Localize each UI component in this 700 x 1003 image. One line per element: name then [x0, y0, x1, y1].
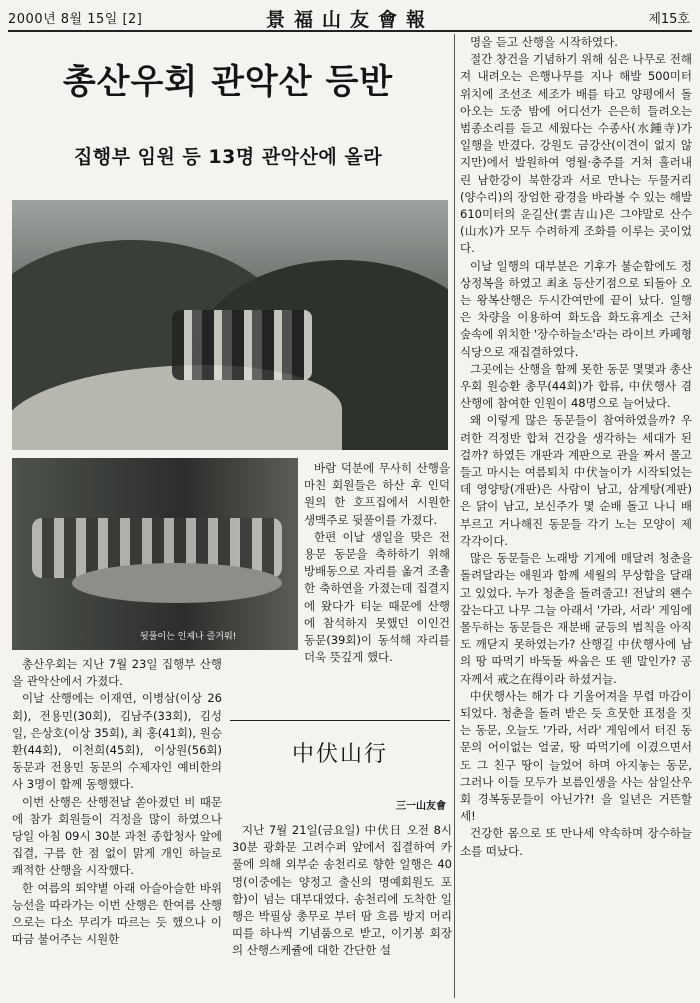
article-headline: 총산우회 관악산 등반	[62, 62, 394, 102]
paragraph: 총산우회는 지난 7월 23일 집행부 산행을 관악산에서 가졌다.	[12, 657, 222, 689]
article-column-left	[12, 656, 222, 948]
headline-block	[8, 34, 448, 194]
hikers-group	[172, 310, 312, 380]
newspaper-header	[8, 4, 692, 32]
article-column-right	[460, 34, 692, 860]
paragraph: 왜 이렇게 많은 동문들이 참여하였을까? 우려한 걱정반 합쳐 건강을 생각하는 세대가 된걸까? 하였든 개판과 계판으로 관을 짜서 몰고 들고 마시는 여름퇴치 中伏놀이가 시작되었는데 영양탕(개판)은 사람이 남고, 삼계탕(계판)은 닭이 남고, 보신주가 몇 순배 돌고 나니 배부르고 거나해진 동문들 각기 노는 모양이 제각각이다.	[460, 413, 692, 548]
newspaper-name: 景福山友會報	[265, 9, 434, 31]
section-article-body	[232, 822, 452, 960]
photo-caption: 뒷풀이는 인제나 즐거워!	[140, 632, 237, 642]
paragraph: 바람 덕분에 무사히 산행을 마친 회원들은 하산 후 인덕원의 한 호프집에서 시원한 생맥주로 뒷풀이를 가졌다.	[304, 461, 450, 527]
issue-number: 제15호	[648, 12, 690, 27]
paragraph: 이번 산행은 산행전날 쏟아졌던 비 때문에 참가 회원들이 걱정을 많이 하였으나 당일 아침 09시 30분 과천 종합청사 앞에 집결, 구름 한 점 없이 맑게 개인 하늘로 쾌적한 산행을 시작했다.	[12, 794, 222, 878]
section-box	[230, 720, 450, 811]
paragraph: 이날 산행에는 이재연, 이병삼(이상 26회), 전용민(30회), 김남주(33회), 김성일, 은상호(이상 35회), 최 홍(41회), 원승환(44회), 이천희(45회), 이상원(56회) 동문과 전용민 동문의 수제자인 예비한의사 3명이 함께 동행했다.	[12, 691, 222, 792]
paragraph: 명을 듣고 산행을 시작하였다.	[470, 35, 618, 49]
section-title: 中伏山行	[291, 742, 388, 767]
paragraph: 건강한 몸으로 또 만나세 약속하며 장수하늘소를 떠났다.	[460, 826, 692, 858]
issue-date: 2000년 8월 15일 [2]	[8, 12, 143, 27]
column-divider	[454, 34, 455, 998]
paragraph: 이날 일행의 대부분은 기후가 불순함에도 정상정복을 하였고 최초 등산기점으로 되돌아 오는 왕복산행은 두시간여만에 끝이 났다. 일행은 차량을 이용하여 화도읍 화도휴게소 근처 숲속에 위치한 '장수하늘소'라는 라이브 카페형 식당으로 재집결하였다.	[460, 258, 693, 359]
paragraph: 절간 창건을 기념하기 위해 심은 나무로 전해져 내려오는 은행나무를 지나 해발 500미터 위치에 조선조 세조가 배를 타고 양평에서 돌아오는 도중 밤에 어디선가 은은히 들려오는 범종소리를 듣고 세웠다는 수종사(水鍾寺)가 일행을 반겼다. 강원도 금강산(이견이 없지 않지만)에서 발원하여 영월·충주를 거쳐 흘러내린 남한강이 북한강과 서로 만나는 두물거리(양수리)의 장엄한 광경을 바라볼 수 있는 해발 610미터의 운길산(雲吉山)은 그야말로 산수(山水)가 모두 수려하게 조화를 이루는 곳이었다.	[460, 52, 692, 256]
section-byline: 三一山友會	[396, 801, 446, 812]
paragraph: 그곳에는 산행을 함께 못한 동문 몇몇과 총산우회 원승환 총무(44회)가 합류, 中伏행사 겸 산행에 참여한 인원이 48명으로 늘어났다.	[460, 361, 692, 411]
paragraph: 한편 이날 생일을 맞은 전용문 동문을 축하하기 위해 방배동으로 자리를 옮겨 조촐한 축하연을 가졌는데 집결지에 왔다가 티눈 때문에 산행에 참석하지 못했던 이인건 동문(39회)이 동석해 자리를 더욱 뜻깊게 했다.	[304, 529, 450, 665]
mountain-group-photo	[12, 200, 448, 450]
article-subhead: 집행부 임원 등 13명 관악산에 올라	[73, 146, 383, 168]
article-column-mid	[304, 460, 450, 666]
paragraph: 많은 동문들은 노래방 기계에 매달려 청춘을 돌려달라는 애원과 함께 세월의 무상함을 달래고 있었다. 누가 청춘을 돌려줄고! 전날의 왠수 갚는다고 나무 그늘 아래서 '가라, 서라' 게임에 몰두하는 동문들은 재분배 균등의 법칙을 아직도 깨닫지 못하였는가? 산행길 中伏행사에 남의 땅 따먹기 바둑돌 싸움은 또 웬 말인가? 공자께서 戒之在得이라 하셨거늘.	[460, 551, 692, 686]
paragraph: 한 여름의 뙤약볕 아래 아슬아슬한 바위능선을 따라가는 이번 산행은 한여름 산행으로는 다소 무리가 따르는 듯 했으나 이따금 불어주는 시원한	[12, 880, 222, 947]
dinner-photo	[12, 458, 298, 650]
paragraph: 지난 7월 21일(금요일) 中伏日 오전 8시 30분 광화문 고려수퍼 앞에서 집결하여 카풀에 의해 외부순 송천리로 향한 일행은 40명(이중에는 양정고 출신의 명예회원도 포함)이 넘는 대부대였다. 송천리에 도착한 일행은 박필상 총무로 부터 땀 흐름 방지 머리띠를 하나씩 기념품으로 받고, 이기봉 회장의 산행스케쥴에 대한 간단한 설	[232, 823, 452, 958]
paragraph: 中伏행사는 해가 다 기울어져을 무렵 마감이 되었다. 청춘을 돌려 받은 듯 흐뭇한 표정을 짓는 동문, 오늘도 '가라, 서라' 게임에서 터진 동문의 어이없는 얼굴, 땅 따먹기에 이겼으면서도 그 친구 땅이 늘었어 하며 아지놓는 동문, 그러나 이들 모두가 보름인생을 사는 삼일산우회 경복동문들이 아닌가?! 을 일년은 거뜬할세!	[460, 688, 692, 824]
